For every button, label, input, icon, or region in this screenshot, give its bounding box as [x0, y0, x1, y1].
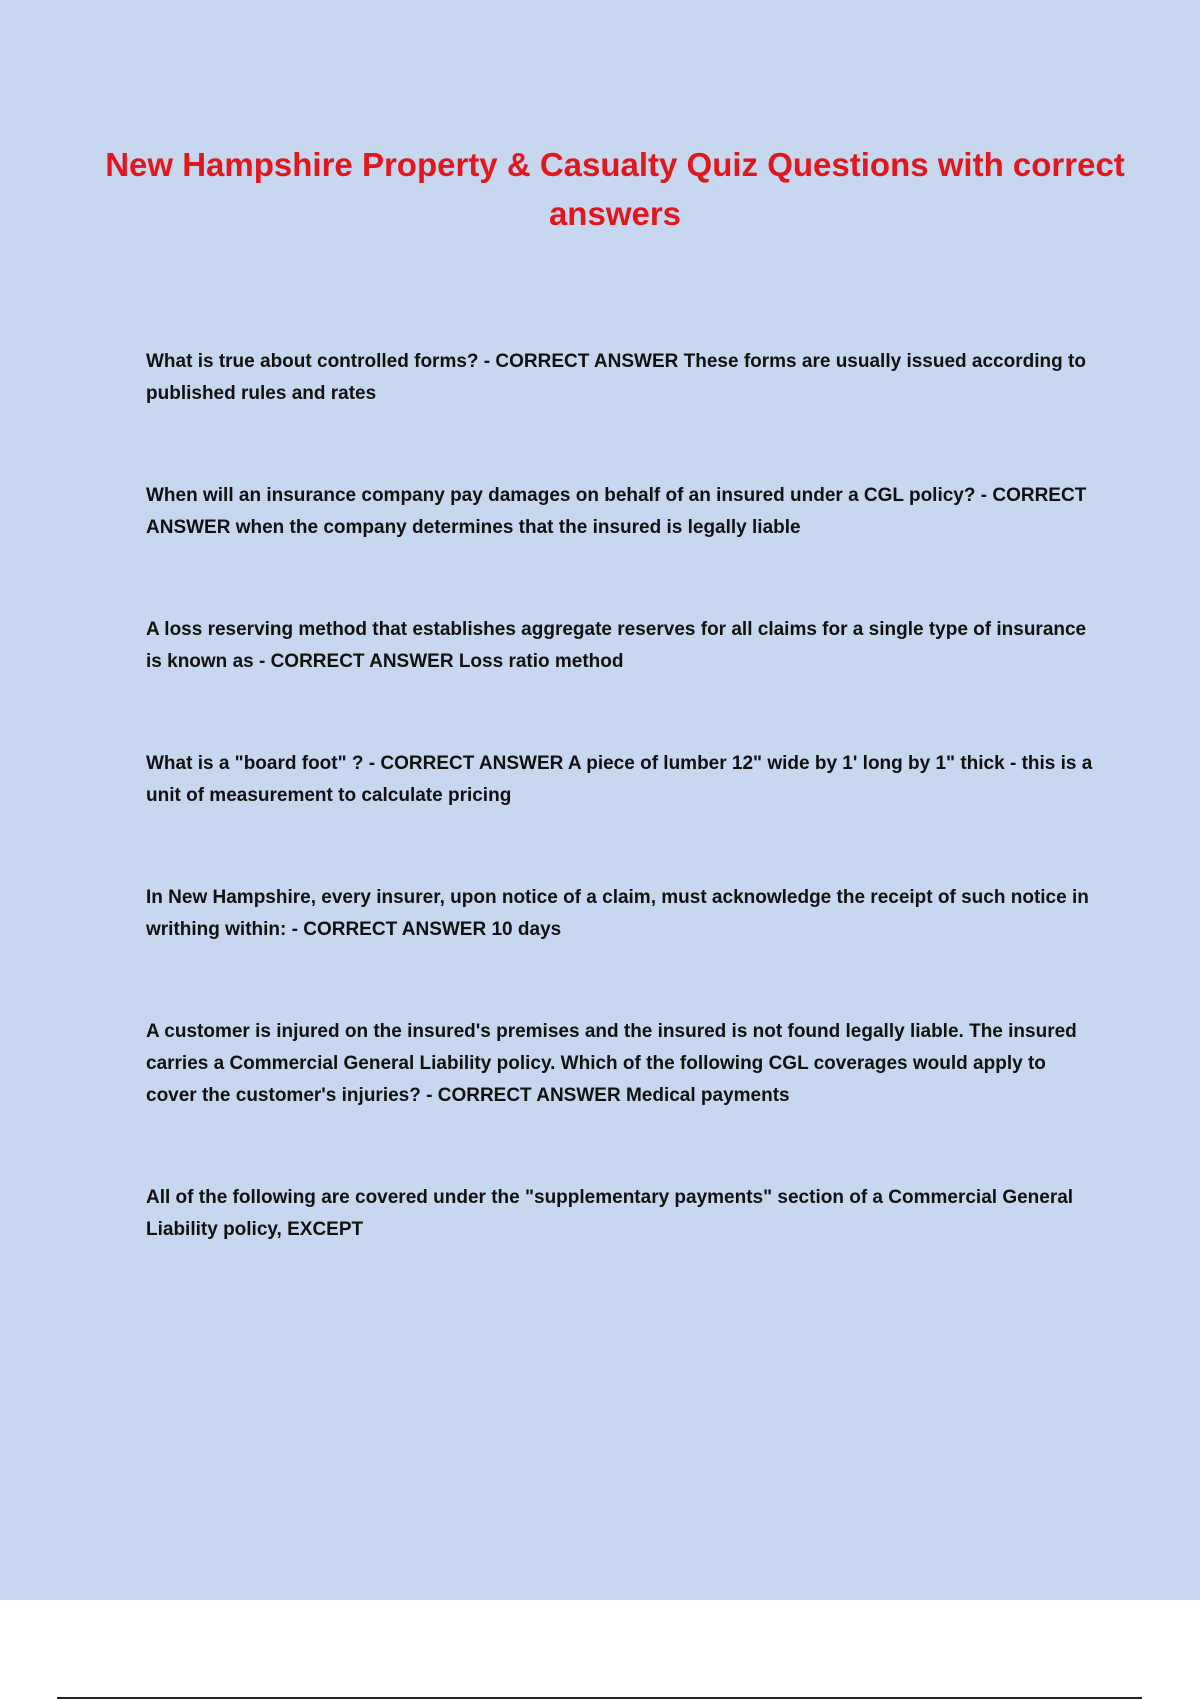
question-answer-item: A loss reserving method that establishes aggregate reserves for all claims for a single type of insurance is known as - CORRECT ANSWER Loss ratio method [146, 619, 1087, 672]
question-answer-item: When will an insurance company pay damages on behalf of an insured under a CGL policy? - CORRECT ANSWER when the company determines that the insured is legally liable [146, 485, 1087, 538]
document-title: New Hampshire Property & Casualty Quiz Questions with correct answers [105, 146, 1125, 232]
question-answer-item: What is a "board foot" ? - CORRECT ANSWER A piece of lumber 12" wide by 1' long by 1" thick - this is a unit of measurement to calculate pricing [146, 753, 1093, 806]
question-answer-item: What is true about controlled forms? - CORRECT ANSWER These forms are usually issued according to published rules and rates [146, 351, 1086, 404]
question-answer-item: A customer is injured on the insured's premises and the insured is not found legally liable. The insured carries a Commercial General Liability policy. Which of the following CGL coverages would apply to cover the customer's injuries? - CORRECT ANSWER Medical payments [146, 1021, 1077, 1106]
question-answer-item: In New Hampshire, every insurer, upon notice of a claim, must acknowledge the receipt of such notice in writhing within: - CORRECT ANSWER 10 days [146, 887, 1089, 940]
question-list [146, 346, 1096, 1316]
question-answer-item: All of the following are covered under the "supplementary payments" section of a Commercial General Liability policy, EXCEPT [146, 1187, 1074, 1240]
footer-divider [57, 1697, 1142, 1699]
